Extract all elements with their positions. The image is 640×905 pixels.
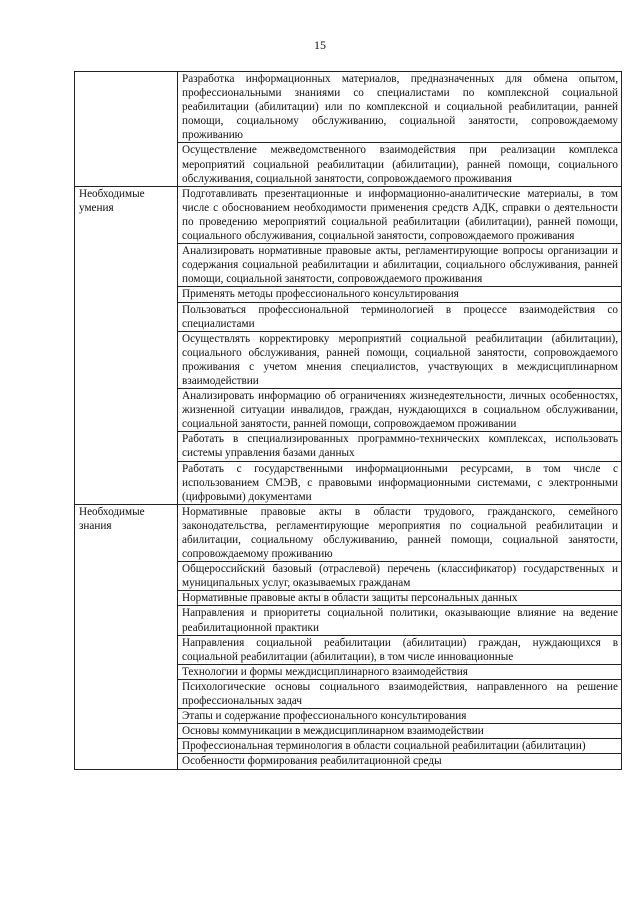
description-cell: Осуществлять корректировку мероприятий социальной реабилитации (абилитации), социального обслуживания, ранней помощи, социальной занятости, сопровождаемого проживания с учетом мнения специалистов, участвующих в междисциплинарном взаимодействии	[178, 331, 622, 388]
competency-table	[74, 71, 622, 770]
description-cell: Направления и приоритеты социальной политики, оказывающие влияние на ведение реабилитационной практики	[178, 606, 622, 635]
description-cell: Нормативные правовые акты в области защиты персональных данных	[178, 591, 622, 606]
description-cell: Направления социальной реабилитации (абилитации) граждан, нуждающихся в социальной реабилитации (абилитации), в том числе инновационные	[178, 635, 622, 664]
description-cell: Работать в специализированных программно-технических комплексах, использовать системы управления базами данных	[178, 432, 622, 461]
table-row	[75, 72, 622, 143]
description-cell: Технологии и формы междисциплинарного взаимодействия	[178, 664, 622, 679]
description-cell: Пользоваться профессиональной терминологией в процессе взаимодействия со специалистами	[178, 302, 622, 331]
description-cell: Общероссийский базовый (отраслевой) перечень (классификатор) государственных и муниципальных услуг, оказываемых гражданам	[178, 562, 622, 591]
description-cell: Разработка информационных материалов, предназначенных для обмена опытом, профессиональными знаниями со специалистами по комплексной социальной реабилитации (абилитации) или по комплексной и социальной реабилитации, ранней помощи, социальному обслуживанию, социальной занятости, сопровождаемому проживанию	[178, 72, 622, 143]
page-number: 15	[314, 38, 326, 52]
table-row	[75, 186, 622, 243]
category-cell-knowledge: Необходимые знания	[75, 504, 178, 769]
description-cell: Анализировать информацию об ограничениях жизнедеятельности, личных особенностях, жизненной ситуации инвалидов, граждан, нуждающихся в социальном обслуживании, социальной занятости, ранней помощи, сопровождаемом проживании	[178, 389, 622, 432]
table-row	[75, 504, 622, 561]
description-cell: Осуществление межведомственного взаимодействия при реализации комплекса мероприятий социальной реабилитации (абилитации), ранней помощи, социального обслуживания, социальной занятости, сопровождаемого проживания	[178, 143, 622, 186]
description-cell: Особенности формирования реабилитационной среды	[178, 754, 622, 769]
category-cell-skills: Необходимые умения	[75, 186, 178, 504]
description-cell: Нормативные правовые акты в области трудового, гражданского, семейного законодательства, регламентирующие мероприятия по социальной реабилитации и абилитации, социальному обслуживанию, ранней помощи, социальной занятости, сопровождаемому проживанию	[178, 504, 622, 561]
description-cell: Применять методы профессионального консультирования	[178, 287, 622, 302]
description-cell: Профессиональная терминология в области социальной реабилитации (абилитации)	[178, 739, 622, 754]
description-cell: Психологические основы социального взаимодействия, направленного на решение профессиональных задач	[178, 679, 622, 708]
description-cell: Подготавливать презентационные и информационно-аналитические материалы, в том числе с обоснованием необходимости применения средств АДК, справки о деятельности по проведению мероприятий социальной реабилитации (абилитации), ранней помощи, социального обслуживания, социальной занятости, сопровождаемого проживания	[178, 186, 622, 243]
description-cell: Работать с государственными информационными ресурсами, в том числе с использованием СМЭВ, с правовыми информационными системами, с электронными (цифровыми) документами	[178, 461, 622, 504]
category-cell	[75, 72, 178, 187]
description-cell: Анализировать нормативные правовые акты, регламентирующие вопросы организации и содержания социальной реабилитации и абилитации, социального обслуживания, ранней помощи, социальной занятости, сопровождаемого проживания	[178, 244, 622, 287]
description-cell: Основы коммуникации в междисциплинарном взаимодействии	[178, 724, 622, 739]
description-cell: Этапы и содержание профессионального консультирования	[178, 709, 622, 724]
